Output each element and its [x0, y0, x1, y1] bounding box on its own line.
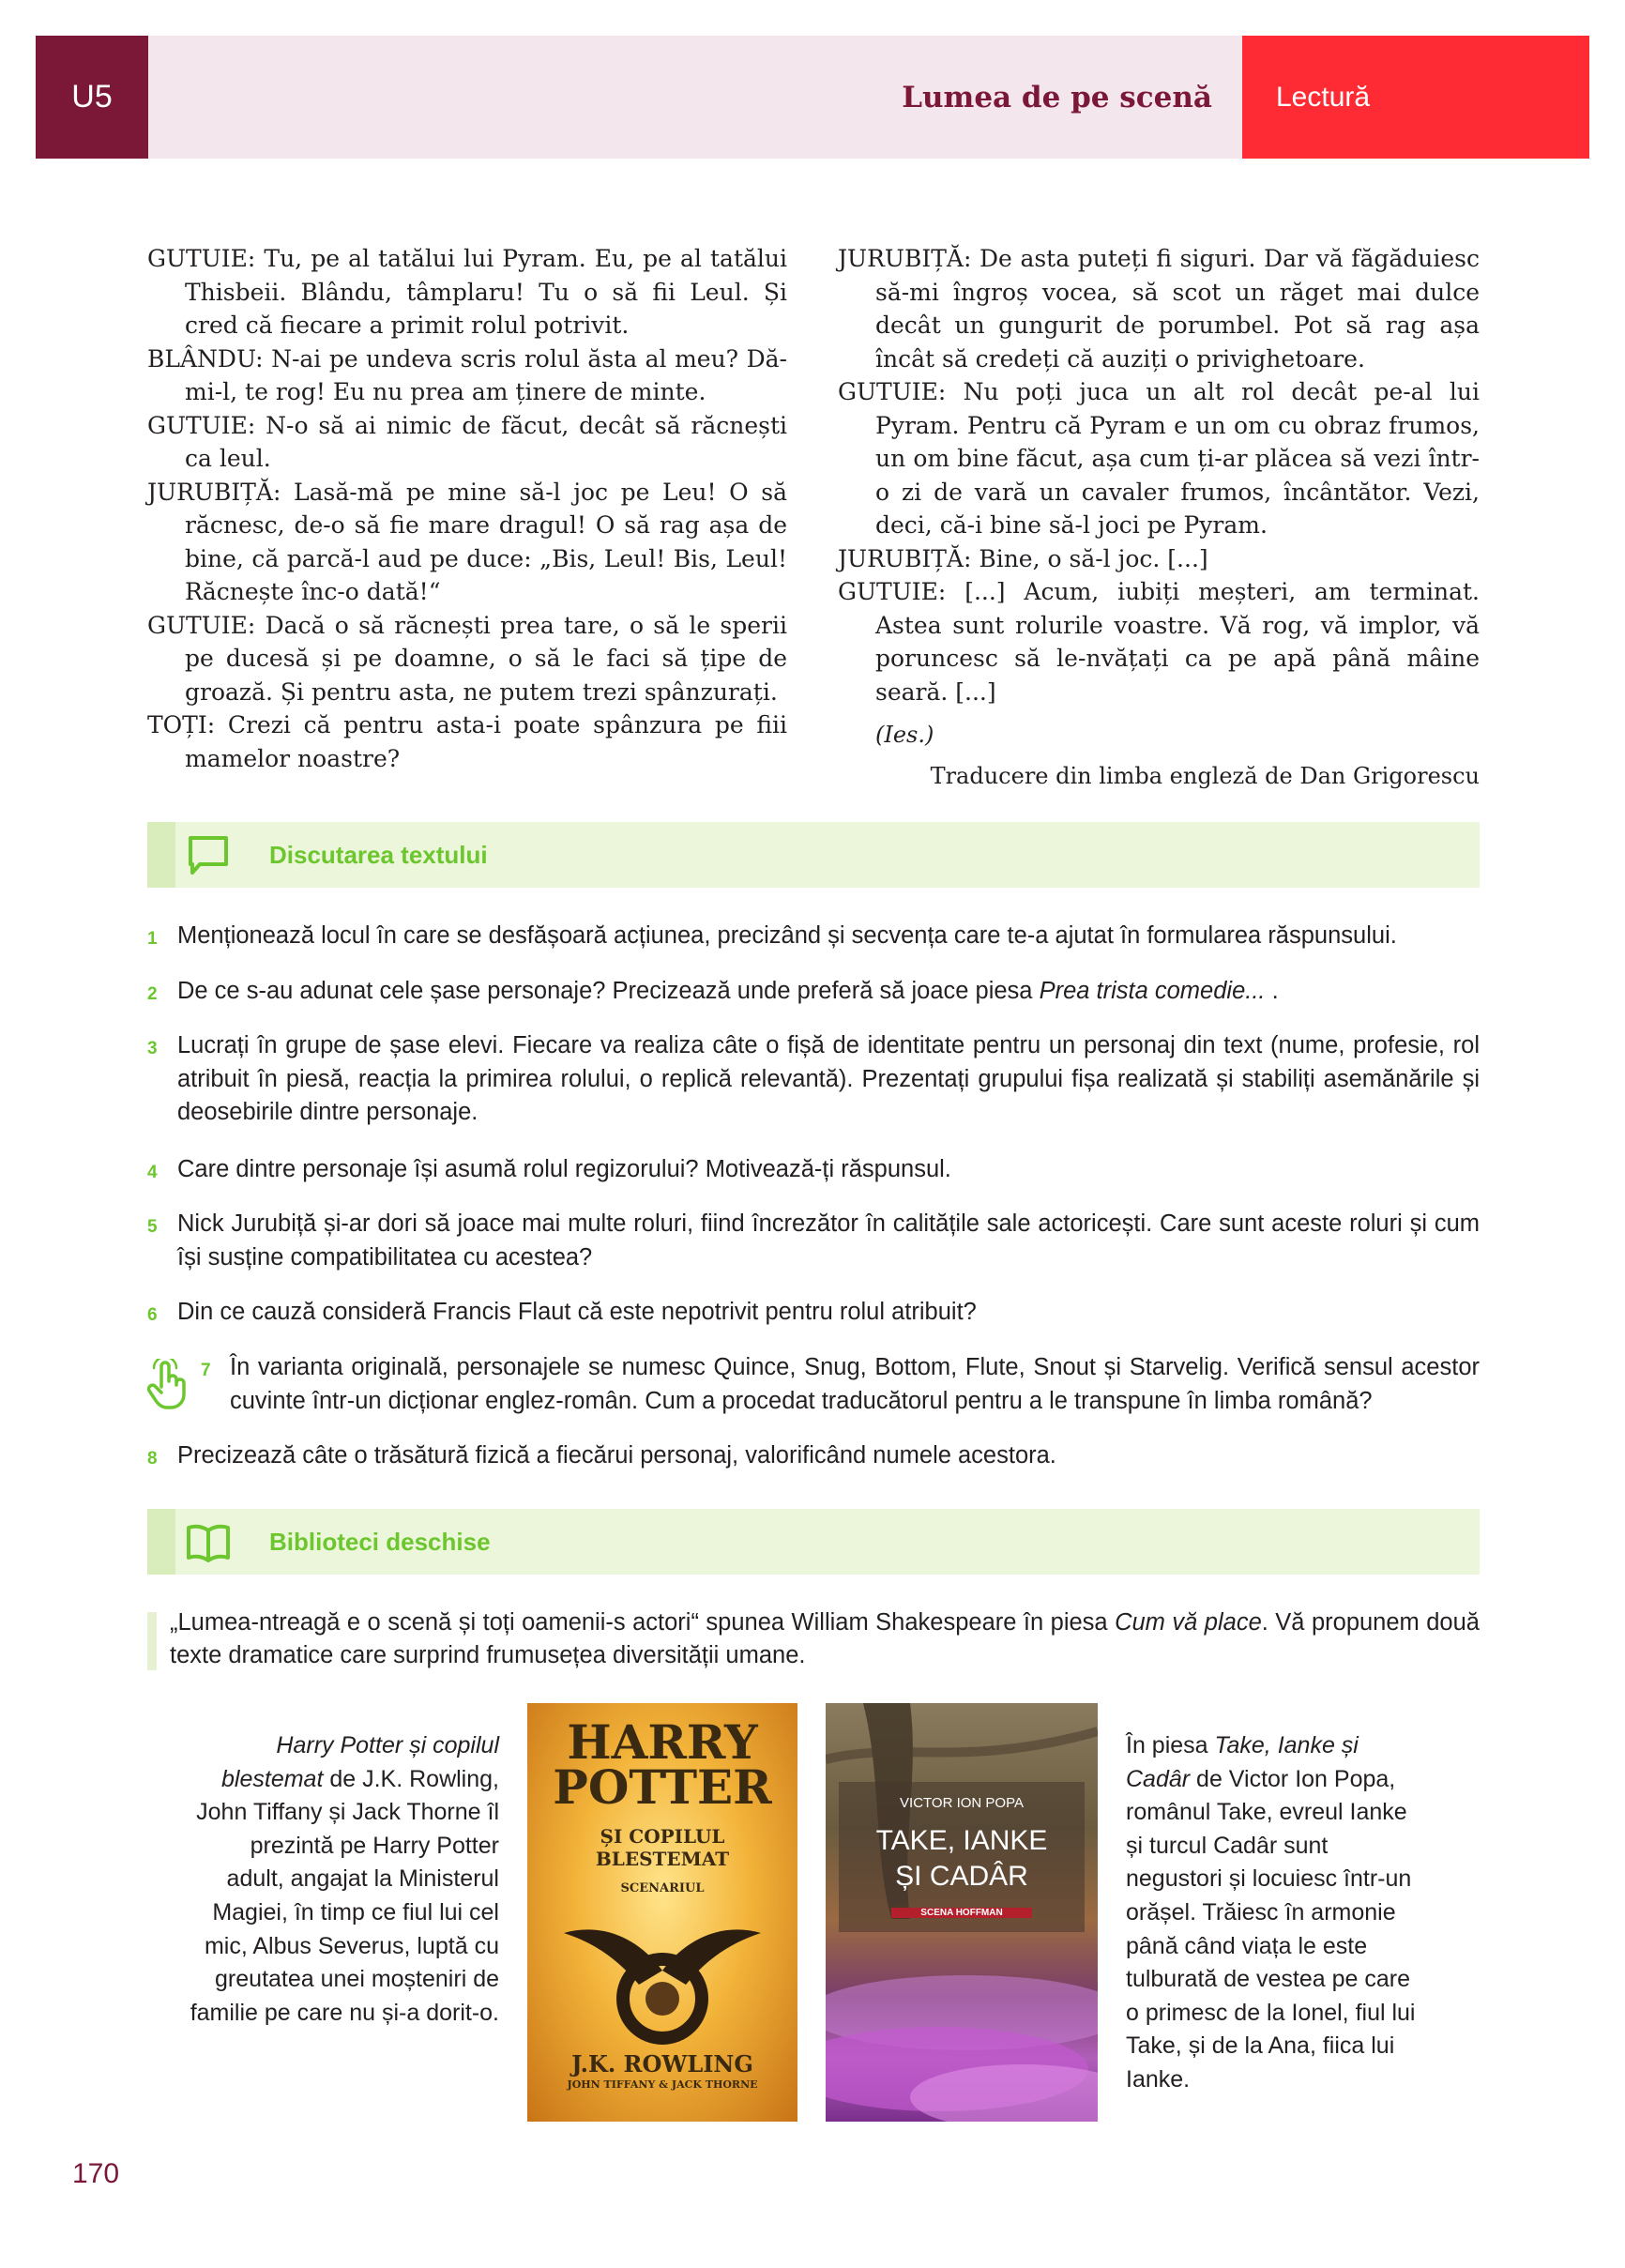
open-book-icon — [185, 1519, 232, 1566]
book-description-harry-potter — [188, 1729, 499, 2030]
play-column-left — [147, 242, 787, 775]
question-text: Precizează câte o trăsătură fizică a fiecărui personaj, valorificând numele acestora. — [177, 1442, 1056, 1469]
intro-text-part: . Vă propunem două texte dramatice care surprind frumusețea diversității umane. — [170, 1609, 1480, 1668]
play-line: GUTUIE: N-o să ai nimic de făcut, decât să răcnești ca leul. — [147, 411, 787, 472]
question-text-part: . — [1265, 978, 1279, 1004]
question-number: 1 — [147, 929, 158, 949]
play-line: TOȚI: Crezi că pentru asta-i poate spânzura pe fiii mamelor noastre? — [147, 711, 787, 772]
question-number: 6 — [147, 1305, 158, 1325]
play-column-right — [838, 242, 1480, 793]
chapter-title: Lumea de pe scenă — [902, 80, 1212, 114]
book-description-text: În piesa — [1126, 1732, 1215, 1758]
question-number: 7 — [201, 1361, 211, 1380]
question-item — [147, 1153, 1480, 1187]
play-line: GUTUIE: [...] Acum, iubiți meșteri, am terminat. Astea sunt rolurile voastre. Vă rog, vă implor, vă poruncesc să le-nvățați ca pe apă până mâine seară. [...] — [838, 578, 1480, 706]
question-number: 2 — [147, 984, 158, 1004]
library-intro — [147, 1606, 1480, 1672]
question-number: 4 — [147, 1163, 158, 1182]
banner-stripe — [147, 1509, 175, 1575]
cover-note: SCENARIUL — [620, 1881, 705, 1895]
book-description-text: de Victor Ion Popa, românul Take, evreul Ianke și turcul Cadâr sunt negustori și locuiesc într-un orășel. Trăiesc în armonie până când viața le este tulburată de vestea pe care o primesc de la Ionel, fiul lui Take, și de la Ana, fiica lui Ianke. — [1126, 1765, 1416, 2093]
cover-author: VICTOR ION POPA — [900, 1795, 1024, 1811]
play-line: JURUBIȚĂ: De asta puteți fi siguri. Dar vă făgăduiesc să-mi îngroș vocea, să scot un răget mai dulce decât un gungurit de porumbel. Pot să rag așa încât să credeți că auziți o privighetoare. — [838, 245, 1480, 373]
question-text: Menționează locul în care se desfășoară acțiunea, precizând și secvența care te-a ajutat în formularea răspunsului. — [177, 922, 1397, 949]
play-title: Cum vă place — [1115, 1609, 1262, 1636]
winged-emblem-icon — [559, 1905, 766, 2046]
play-title: Prea trista comedie... — [1039, 978, 1266, 1004]
intro-bar — [147, 1612, 157, 1670]
question-number: 3 — [147, 1039, 158, 1058]
cover-title: HARRY POTTER — [553, 1714, 772, 1815]
unit-label: U5 — [36, 36, 148, 159]
play-line: GUTUIE: Dacă o să răcnești prea tare, o să le sperii pe ducesă și pe doamne, o să le faci să țipe de groază. Și pentru asta, ne putem trezi spânzurați. — [147, 611, 787, 706]
question-item — [147, 975, 1480, 1009]
book-title: Take, Ianke și Cadâr — [1126, 1732, 1359, 1792]
question-number: 8 — [147, 1449, 158, 1469]
question-text: Din ce cauză consideră Francis Flaut că este nepotrivit pentru rolul atribuit? — [177, 1299, 977, 1325]
question-text — [177, 975, 1480, 1009]
question-item — [147, 920, 1480, 953]
question-text: În varianta originală, personajele se numesc Quince, Snug, Bottom, Flute, Snout și Starvelig. Verifică sensul acestor cuvinte într-un dicționar englez-român. Cum a procedat traducătorul pentru a le transpune în limba română? — [230, 1354, 1480, 1414]
question-text: Nick Jurubiță și-ar dori să joace mai multe roluri, fiind încrezător în calitățile sale actoricești. Care sunt aceste roluri și cum își susține compatibilitatea cu acestea? — [177, 1210, 1480, 1271]
cover-publisher: SCENA HOFFMAN — [891, 1908, 1032, 1918]
page-number: 170 — [72, 2158, 120, 2189]
question-number: 5 — [147, 1217, 158, 1237]
library-heading: Biblioteci deschise — [269, 1527, 491, 1556]
discussion-heading: Discutarea textului — [269, 840, 488, 869]
cover-coauthors: JOHN TIFFANY & JACK THORNE — [567, 2078, 758, 2091]
play-line: GUTUIE: Nu poți juca un alt rol decât pe-al lui Pyram. Pentru că Pyram e un om cu obraz frumos, un om bine făcut, așa cum ți-ar plăcea să vezi într-o zi de vară un cavaler frumos, încântător. Vezi, deci, că-i bine să-l joci pe Pyram. — [838, 378, 1480, 539]
library-banner — [147, 1509, 1480, 1575]
intro-text-part: „Lumea-ntreagă e o scenă și toți oamenii-s actori“ spunea William Shakespeare în piesa — [170, 1609, 1116, 1636]
question-item — [147, 1208, 1480, 1274]
question-item — [147, 1439, 1480, 1473]
question-item — [147, 1351, 1480, 1418]
stage-direction: (Ies.) — [875, 722, 934, 748]
play-line: BLÂNDU: N-ai pe undeva scris rolul ăsta al meu? Dă-mi-l, te rog! Eu nu prea am ținere de minte. — [147, 344, 787, 405]
intro-text — [170, 1606, 1480, 1672]
translation-credit: Traducere din limba engleză de Dan Grigorescu — [930, 762, 1480, 789]
play-line: GUTUIE: Tu, pe al tatălui lui Pyram. Eu, pe al tatălui Thisbeii. Blându, tâmplaru! Tu o să fii Leul. Și cred că fiecare a primit rolul potrivit. — [147, 245, 787, 339]
banner-stripe — [147, 822, 175, 888]
book-cover-take-ianke-cadar — [826, 1703, 1098, 2122]
page-header — [36, 36, 1589, 159]
section-label: Lectură — [1242, 36, 1589, 159]
cover-author: J.K. ROWLING — [571, 2050, 753, 2078]
question-item — [147, 1296, 1480, 1330]
play-line: JURUBIȚĂ: Lasă-mă pe mine să-l joc pe Leu! O să răcnesc, de-o să fie mare dragul! O să rag așa de bine, că parcă-l aud pe duce: „Bis, Leul! Bis, Leul! Răcnește înc-o dată!“ — [147, 478, 787, 605]
question-text: Lucrați în grupe de șase elevi. Fiecare va realiza câte o fișă de identitate pentru un personaj din text (nume, profesie, rol atribuit în piesă, reacția la primirea rolului, o replică relevantă). Prezentați grupului fișa realizată și stabiliți asemănările și deosebirile dintre personaje. — [177, 1032, 1480, 1125]
question-item — [147, 1029, 1480, 1130]
play-line: JURUBIȚĂ: Bine, o să-l joc. [...] — [838, 544, 1208, 572]
book-description-text: de J.K. Rowling, John Tiffany și Jack Thorne îl prezintă pe Harry Potter adult, angajat la Ministerul Magiei, în timp ce fiul lui cel mic, Albus Severus, luptă cu greutatea unei moșteniri de familie pe care nu și-a dorit-o. — [190, 1765, 499, 2026]
question-text: Care dintre personaje își asumă rolul regizorului? Motivează-ți răspunsul. — [177, 1156, 951, 1182]
discussion-banner — [147, 822, 1480, 888]
book-cover-harry-potter — [527, 1703, 797, 2122]
speech-bubble-icon — [185, 832, 232, 879]
book-description-take-ianke — [1126, 1729, 1426, 2097]
cover-subtitle: ȘI COPILUL BLESTEMAT — [595, 1825, 730, 1870]
question-text-part: De ce s-au adunat cele șase personaje? Precizează unde preferă să joace piesa — [177, 978, 1040, 1004]
cover-title: TAKE, IANKE ȘI CADÂR — [875, 1825, 1048, 1892]
book-title: Harry Potter și copilul blestemat — [221, 1732, 499, 1792]
